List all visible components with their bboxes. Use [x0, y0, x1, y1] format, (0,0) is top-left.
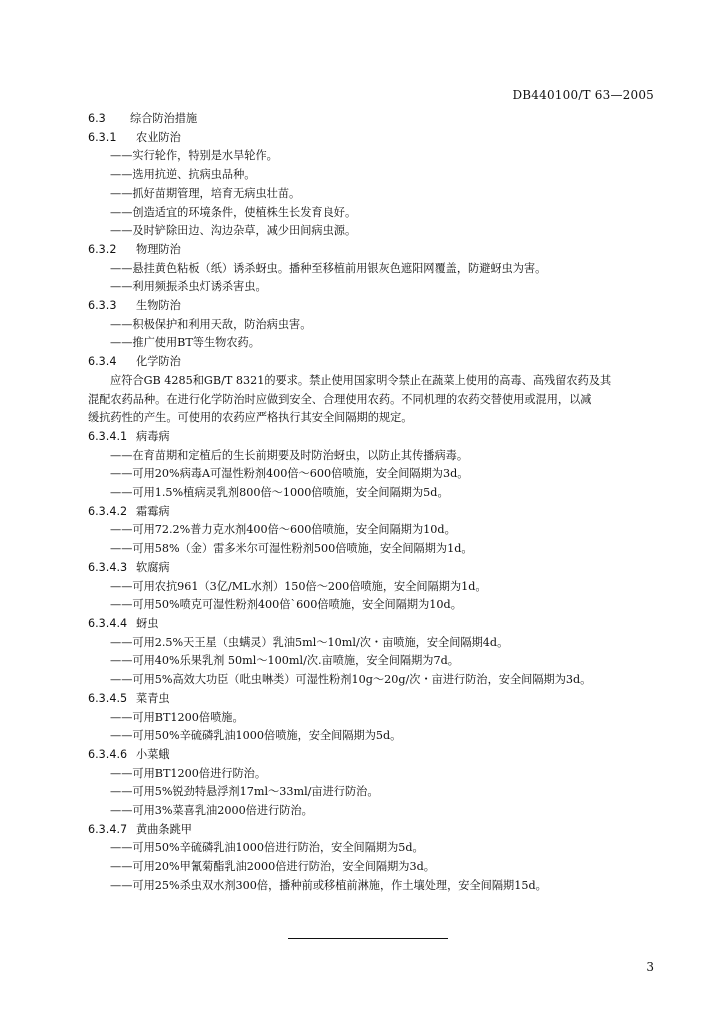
section-number: 6.3 [88, 112, 106, 125]
list-item: ——积极保护和利用天敌，防治病虫害。 [110, 317, 312, 331]
subsubsection-heading [88, 428, 660, 447]
list-item: ——悬挂黄色粘板（纸）诱杀蚜虫。播种至移植前用银灰色遮阳网覆盖，防避蚜虫为害。 [110, 261, 547, 275]
subsubsection-title: 黄曲条跳甲 [136, 822, 192, 836]
subsubsection-title: 菜青虫 [136, 691, 170, 705]
subsection-heading [88, 297, 660, 316]
subsection-number: 6.3.4 [88, 355, 117, 369]
subsubsection-number: 6.3.4.2 [88, 504, 128, 518]
document-code: DB440100/T 63—2005 [512, 88, 654, 102]
list-item: ——可用20%甲氰菊酯乳油2000倍进行防治，安全间隔期为3d。 [110, 860, 435, 874]
list-item: ——可用3%菜喜乳油2000倍进行防治。 [110, 804, 313, 818]
subsubsection-number: 6.3.4.1 [88, 429, 128, 443]
subsection-heading [88, 129, 660, 148]
list-item: ——可用50%辛硫磷乳油1000倍喷施，安全间隔期为5d。 [110, 729, 402, 743]
subsection-title: 物理防治 [136, 242, 181, 256]
list-item: ——创造适宜的环境条件，使植株生长发育良好。 [110, 205, 357, 219]
paragraph-line: 缓抗药性的产生。可使用的农药应严格执行其安全间隔期的规定。 [88, 411, 413, 425]
list-item: ——可用2.5%天王星（虫螨灵）乳油5ml～10ml/次・亩喷施，安全间隔期4d。 [110, 635, 509, 649]
subsubsection-title: 病毒病 [136, 429, 170, 443]
list-item: ——可用5%锐劲特悬浮剂17ml～33ml/亩进行防治。 [110, 785, 379, 799]
list-item: ——可用72.2%普力克水剂400倍～600倍喷施，安全间隔期为10d。 [110, 523, 456, 537]
subsubsection-heading [88, 503, 660, 522]
subsubsection-number: 6.3.4.3 [88, 560, 128, 574]
subsubsection-title: 霜霉病 [136, 504, 170, 518]
list-item: ——可用40%乐果乳剂 50ml～100ml/次.亩喷施，安全间隔期为7d。 [110, 654, 459, 668]
list-item: ——可用50%辛硫磷乳油1000倍进行防治，安全间隔期为5d。 [110, 841, 424, 855]
section-title: 综合防治措施 [130, 112, 198, 125]
list-item: ——可用5%高效大功臣（吡虫啉类）可湿性粉剂10g～20g/次・亩进行防治，安全间隔期为3d。 [110, 673, 592, 687]
subsection-heading [88, 353, 660, 372]
list-item: ——选用抗逆、抗病虫品种。 [110, 168, 256, 182]
subsubsection-title: 软腐病 [136, 560, 170, 574]
subsection-title: 生物防治 [136, 299, 181, 313]
list-item: ——可用58%（金）雷多米尔可湿性粉剂500倍喷施，安全间隔期为1d。 [110, 542, 473, 556]
page-content [88, 110, 660, 896]
paragraph-line: 应符合GB 4285和GB/T 8321的要求。禁止使用国家明令禁止在蔬菜上使用的高毒、高残留农药及其 [110, 373, 612, 387]
subsubsection-heading [88, 615, 660, 634]
list-item: ——及时铲除田边、沟边杂草，减少田间病虫源。 [110, 224, 357, 238]
subsection-number: 6.3.3 [88, 299, 117, 313]
list-item: ——可用1.5%植病灵乳剂800倍～1000倍喷施，安全间隔期为5d。 [110, 486, 449, 500]
paragraph [88, 372, 660, 428]
subsection-number: 6.3.1 [88, 130, 117, 144]
list-item: ——在育苗期和定植后的生长前期要及时防治蚜虫，以防止其传播病毒。 [110, 448, 469, 462]
list-item: ——可用25%杀虫双水剂300倍，播种前或移植前淋施，作土壤处理，安全间隔期15d。 [110, 878, 547, 892]
list-item: ——利用频振杀虫灯诱杀害虫。 [110, 280, 267, 294]
list-item: ——实行轮作，特别是水旱轮作。 [110, 149, 278, 163]
subsection-title: 农业防治 [136, 130, 181, 144]
list-item: ——可用BT1200倍进行防治。 [110, 766, 267, 780]
subsubsection-heading [88, 746, 660, 765]
subsubsection-heading [88, 690, 660, 709]
list-item: ——抓好苗期管理，培育无病虫壮苗。 [110, 186, 301, 200]
list-item: ——可用BT1200倍喷施。 [110, 710, 244, 724]
subsubsection-number: 6.3.4.7 [88, 822, 128, 836]
list-item: ——可用20%病毒A可湿性粉剂400倍～600倍喷施，安全间隔期为3d。 [110, 467, 469, 481]
list-item: ——可用农抗961（3亿/ML水剂）150倍～200倍喷施，安全间隔期为1d。 [110, 579, 487, 593]
subsection-title: 化学防治 [136, 355, 181, 369]
subsubsection-number: 6.3.4.4 [88, 616, 128, 630]
subsubsection-title: 小菜蛾 [136, 747, 170, 761]
subsubsection-number: 6.3.4.6 [88, 747, 128, 761]
subsection-heading [88, 241, 660, 260]
list-item: ——可用50%喷克可湿性粉剂400倍`600倍喷施，安全间隔期为10d。 [110, 598, 462, 612]
page-number: 3 [646, 960, 654, 974]
subsubsection-heading [88, 821, 660, 840]
subsubsection-title: 蚜虫 [136, 616, 159, 630]
list-item: ——推广使用BT等生物农药。 [110, 336, 260, 350]
subsubsection-number: 6.3.4.5 [88, 691, 128, 705]
subsection-number: 6.3.2 [88, 242, 117, 256]
section-heading [88, 110, 660, 129]
paragraph-line: 混配农药品种。在进行化学防治时应做到安全、合理使用农药。不同机理的农药交替使用或混用，以减 [88, 392, 592, 406]
subsubsection-heading [88, 559, 660, 578]
footer-rule [288, 938, 448, 939]
